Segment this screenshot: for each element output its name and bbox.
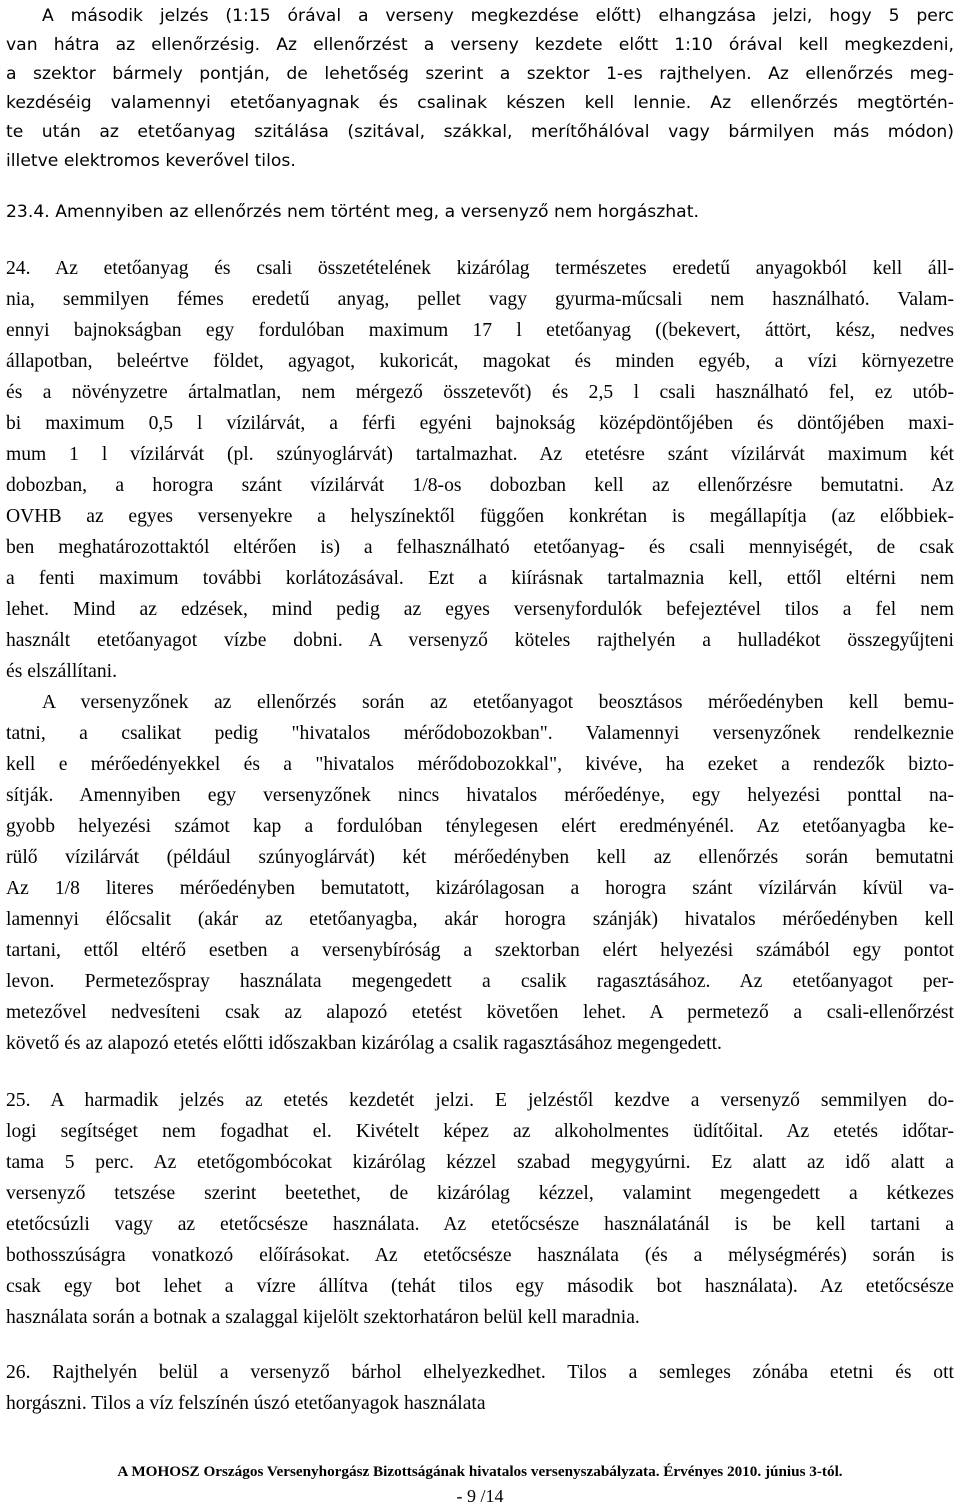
text-line: tartani, ettől eltérő esetben a versenybíróság a szektorban elért helyezési számából egy pontot [6, 940, 954, 961]
text-line: 26. Rajthelyén belül a versenyző bárhol elhelyezkedhet. Tilos a semleges zónába etetni és ott [6, 1362, 954, 1383]
text-line: lamennyi élőcsalit (akár az etetőanyagba, akár horogra szánják) hivatalos mérőedényben kell [6, 909, 954, 930]
text-line: kezdéséig valamennyi etetőanyagnak és csalinak készen kell lennie. Az ellenőrzés megtörtén- [6, 93, 954, 113]
text-line: logi segítséget nem fogadhat el. Kivételt képez az alkoholmentes üdítőital. Az etetés időtar- [6, 1121, 954, 1142]
text-line: nia, semmilyen fémes eredetű anyag, pellet vagy gyurma-műcsali nem használható. Valam- [6, 289, 954, 310]
text-line: metezővel nedvesíteni csak az alapozó etetést követően lehet. A permetező a csali-ellenőrzést [6, 1002, 954, 1023]
text-line: gyobb helyezési számot kap a fordulóban ténylegesen elért eredményénél. Az etetőanyagba ke- [6, 816, 954, 837]
text-line: a fenti maximum további korlátozásával. Ezt a kiírásnak tartalmaznia kell, ettől eltérni nem [6, 568, 954, 589]
text-line: és elszállítani. [6, 661, 117, 682]
text-line: tatni, a csalikat pedig "hivatalos mérődobozokban". Valamennyi versenyzőnek rendelkeznie [6, 723, 954, 744]
text-line: mum 1 l vízilárvát (pl. szúnyoglárvát) tartalmazhat. Az etetésre szánt vízilárvát maximum két [6, 444, 954, 465]
page-number: - 9 /14 [456, 1486, 504, 1506]
text-line: etetőcsúzli vagy az etetőcsésze használata. Az etetőcsésze használatánál is be kell tartani a [6, 1214, 954, 1235]
text-line: használt etetőanyagot vízbe dobni. A versenyző köteles rajthelyén a hulladékot összegyűjteni [6, 630, 954, 651]
text-line: követő és az alapozó etetés előtti időszakban kizárólag a csalik ragasztásához megengedett. [6, 1033, 722, 1054]
text-line: Az 1/8 literes mérőedényben bemutatott, kizárólagosan a horogra szánt vízilárván kívül va- [6, 878, 954, 899]
text-line: használata során a botnak a szalaggal kijelölt szektorhatáron belül kell maradnia. [6, 1307, 640, 1328]
text-line: bothosszúságra vonatkozó előírásokat. Az etetőcsésze használata (és a mélységmérés) során is [6, 1245, 954, 1266]
text-line: A versenyzőnek az ellenőrzés során az etetőanyagot beosztásos mérőedényben kell bemu- [42, 692, 954, 713]
text-line: 23.4. Amennyiben az ellenőrzés nem történt meg, a versenyző nem horgászhat. [6, 202, 699, 222]
text-line: állapotban, beleértve földet, agyagot, kukoricát, magokat és minden egyéb, a vízi környezetre [6, 351, 954, 372]
text-line: A második jelzés (1:15 órával a verseny megkezdése előtt) elhangzása jelzi, hogy 5 perc [42, 6, 954, 26]
text-line: a szektor bármely pontján, de lehetőség szerint a szektor 1-es rajthelyen. Az ellenőrzés meg- [6, 64, 954, 84]
text-line: bi maximum 0,5 l vízilárvát, a férfi egyéni bajnokság középdöntőjében és döntőjében maxi- [6, 413, 954, 434]
text-line: ben meghatározottaktól eltérően is) a felhasználható etetőanyag- és csali mennyiségét, de csak [6, 537, 954, 558]
text-line: horgászni. Tilos a víz felszínén úszó etetőanyagok használata [6, 1393, 486, 1414]
text-line: lehet. Mind az edzések, mind pedig az egyes versenyfordulók befejeztével tilos a fel nem [6, 599, 954, 620]
text-line: OVHB az egyes versenyekre a helyszínektől függően konkrétan is megállapítja (az előbbiek- [6, 506, 954, 527]
text-line: kell e mérőedényekkel és a "hivatalos mérődobozokkal", kivéve, ha ezeket a rendezők bizto- [6, 754, 954, 775]
text-line: tama 5 perc. Az etetőgombócokat kizárólag kézzel szabad megygyúrni. Ez alatt az idő alatt a [6, 1152, 954, 1173]
text-line: versenyző tetszése szerint beetethet, de kizárólag kézzel, valamint megengedett a kétkezes [6, 1183, 954, 1204]
text-line: 25. A harmadik jelzés az etetés kezdetét jelzi. E jelzéstől kezdve a versenyző semmilyen do- [6, 1090, 954, 1111]
text-line: sítják. Amennyiben egy versenyzőnek nincs hivatalos mérőedénye, egy helyezési ponttal na- [6, 785, 954, 806]
text-line: 24. Az etetőanyag és csali összetételének kizárólag természetes eredetű anyagokból kell áll- [6, 258, 954, 279]
page-footer: A MOHOSZ Országos Versenyhorgász Bizottságának hivatalos versenyszabályzata. Érvényes 2010. június 3-tól. [117, 1463, 843, 1480]
text-line: ennyi bajnokságban egy fordulóban maximum 17 l etetőanyag ((bekevert, áttört, kész, nedves [6, 320, 954, 341]
text-line: és a növényzetre ártalmatlan, nem mérgező összetevőt) és 2,5 l csali használható fel, ez utób- [6, 382, 954, 403]
text-line: levon. Permetezőspray használata megengedett a csalik ragasztásához. Az etetőanyagot per- [6, 971, 954, 992]
text-line: csak egy bot lehet a vízre állítva (tehát tilos egy második bot használata). Az etetőcsésze [6, 1276, 954, 1297]
text-line: dobozban, a horogra szánt vízilárvát 1/8-os dobozban kell az ellenőrzésre bemutatni. Az [6, 475, 954, 496]
text-line: te után az etetőanyag szitálása (szitával, szákkal, merítőhálóval vagy bármilyen más módon) [6, 122, 954, 142]
text-line: van hátra az ellenőrzésig. Az ellenőrzést a verseny kezdete előtt 1:10 órával kell megkezdeni, [6, 35, 954, 55]
text-line: rülő vízilárvát (például szúnyoglárvát) két mérőedényben kell az ellenőrzés során bemutatni [6, 847, 954, 868]
text-line: illetve elektromos keverővel tilos. [6, 151, 296, 171]
